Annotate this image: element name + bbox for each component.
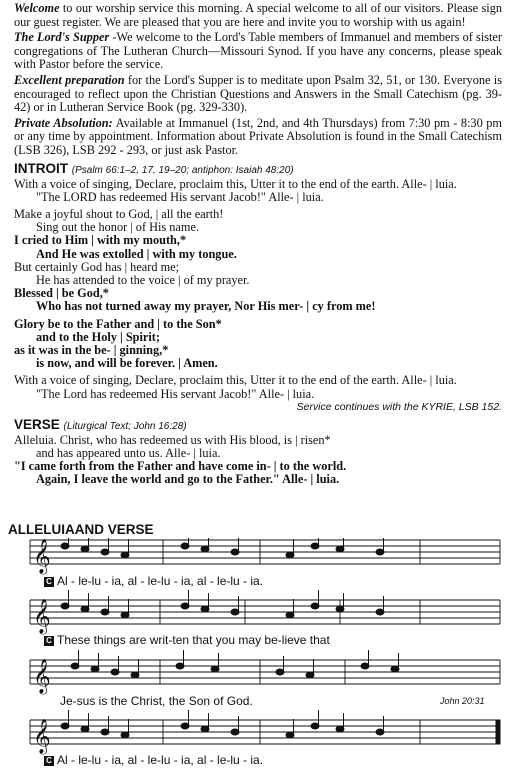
introit-antiphon-line1: With a voice of singing, Declare, proclaim this, Utter it to the end of the earth. Alle- | luia.: [14, 176, 457, 191]
verse-line-2: and has appeared unto us. Alle- | luia.: [36, 445, 221, 460]
note-head: [81, 726, 89, 732]
verse-heading: VERSE (Liturgical Text; John 16:28): [14, 416, 187, 432]
note-head: [121, 732, 129, 738]
introit-verse-6: He has attended to the voice | of my prayer.: [36, 272, 250, 287]
note-head: [211, 666, 219, 672]
note-head: [231, 609, 239, 615]
note-head: [101, 549, 109, 555]
gloria-patri-4: is now, and will be forever. | Amen.: [36, 356, 218, 371]
note-head: [181, 543, 189, 549]
note-head: [311, 603, 319, 609]
note-head: [276, 669, 284, 675]
note-head: [336, 546, 344, 552]
congregation-marker-icon: C: [44, 756, 54, 766]
note-head: [231, 729, 239, 735]
treble-clef-icon: 𝄞: [33, 599, 51, 634]
note-head: [336, 606, 344, 612]
introit-verse-2: Sing out the honor | of His name.: [36, 220, 199, 235]
congregation-marker-icon: C: [44, 636, 54, 646]
treble-clef-icon: 𝄞: [33, 539, 51, 574]
introit-heading: INTROIT (Psalm 66:1–2, 17, 19–20; antiphon: Isaiah 48:20): [14, 160, 294, 176]
note-head: [61, 723, 69, 729]
final-barline: [496, 720, 500, 744]
note-head: [61, 603, 69, 609]
note-head: [111, 669, 119, 675]
gloria-patri-2: and to the Holy | Spirit;: [36, 329, 160, 344]
congregation-marker-icon: C: [44, 577, 54, 587]
music-lyrics-line3: Je-sus is the Christ, the Son of God.: [60, 694, 253, 708]
gloria-patri-3: as it was in the be- | ginning,*: [14, 342, 169, 357]
service-continues-note: Service continues with the KYRIE, LSB 152.: [296, 400, 502, 413]
note-head: [81, 546, 89, 552]
verse-line-3: "I came forth from the Father and have come in- | to the world.: [14, 459, 347, 474]
alleluia-verse-title: ALLELUIAAND VERSE: [8, 522, 154, 537]
note-head: [376, 729, 384, 735]
note-head: [376, 549, 384, 555]
treble-clef-icon: 𝄞: [33, 659, 51, 694]
note-head: [176, 663, 184, 669]
verse-reference: (Liturgical Text; John 16:28): [63, 420, 187, 432]
note-head: [121, 612, 129, 618]
announcement-absolution: Private Absolution: Available at Immanuel (1st, 2nd, and 4th Thursdays) from 7:30 pm - 8:30 pm or any time by appointment. Information about Private Absolution is found in the Small Catechism (LSB 326), LSB 292 - 293, or just ask Pastor.: [14, 115, 502, 157]
note-head: [181, 603, 189, 609]
note-head: [201, 726, 209, 732]
note-head: [201, 546, 209, 552]
note-head: [391, 666, 399, 672]
announcement-lords-supper: The Lord's Supper -We welcome to the Lord's Table members of Immanuel and members of sister congregations of The Lutheran Church—Missouri Synod. If you have any concerns, please speak with Pastor before the service.: [14, 30, 502, 72]
note-head: [201, 606, 209, 612]
introit-verse-4: And He was extolled | with my tongue.: [36, 246, 237, 261]
note-head: [306, 672, 314, 678]
note-head: [311, 543, 319, 549]
introit-antiphon-line4: "The Lord has redeemed His servant Jacob!" Alle- | luia.: [36, 386, 315, 401]
note-head: [101, 609, 109, 615]
introit-verse-5: But certainly God has | heard me;: [14, 259, 180, 274]
music-lyrics-line1: C Al - le-lu - ia, al - le-lu - ia, al - le-lu - ia.: [44, 574, 263, 588]
introit-verse-1: Make a joyful shout to God, | all the earth!: [14, 206, 224, 221]
note-head: [286, 552, 294, 558]
announcement-preparation: Excellent preparation for the Lord's Supper is to meditate upon Psalm 32, 51, or 130. Everyone is encouraged to reflect upon the Christian Questions and Answers in the Small Catechism (pg. 39-42) or in Lutheran Service Book (pg. 329-330).: [14, 72, 502, 115]
introit-antiphon-line3: With a voice of singing, Declare, proclaim this, Utter it to the end of the earth. Alle- | luia.: [14, 373, 457, 388]
music-reference: John 20:31: [440, 696, 485, 706]
note-head: [286, 732, 294, 738]
verse-line-1: Alleluia. Christ, who has redeemed us with His blood, is | risen*: [14, 432, 331, 447]
note-head: [91, 666, 99, 672]
note-head: [181, 723, 189, 729]
gloria-patri-1: Glory be to the Father and | to the Son*: [14, 316, 222, 331]
introit-verse-7: Blessed | be God,*: [14, 286, 109, 301]
music-lyrics-line2: C These things are writ-ten that you may be-lieve that: [44, 633, 330, 647]
note-head: [61, 543, 69, 549]
note-head: [336, 726, 344, 732]
note-head: [121, 552, 129, 558]
note-head: [361, 663, 369, 669]
introit-antiphon-line2: "The LORD has redeemed His servant Jacob!" Alle- | luia.: [36, 189, 324, 204]
introit-reference: (Psalm 66:1–2, 17, 19–20; antiphon: Isaiah 48:20): [71, 164, 294, 176]
music-lyrics-line4: C Al - le-lu - ia, al - le-lu - ia, al - le-lu - ia.: [44, 753, 263, 767]
introit-verse-8: Who has not turned away my prayer, Nor His mer- | cy from me!: [36, 299, 376, 314]
note-head: [101, 729, 109, 735]
introit-verse-3: I cried to Him | with my mouth,*: [14, 233, 187, 248]
treble-clef-icon: 𝄞: [33, 719, 51, 754]
announcement-welcome: Welcome to our worship service this morning. A special welcome to all of our visitors. Please sign our guest register. We are pleased that you are here and invite you to worship with us again!: [14, 1, 502, 29]
note-head: [71, 663, 79, 669]
note-head: [311, 723, 319, 729]
note-head: [231, 549, 239, 555]
note-head: [131, 672, 139, 678]
note-head: [81, 606, 89, 612]
note-head: [376, 609, 384, 615]
note-head: [286, 612, 294, 618]
verse-line-4: Again, I leave the world and go to the Father." Alle- | luia.: [36, 472, 340, 487]
bulletin-page: [14, 2, 502, 487]
